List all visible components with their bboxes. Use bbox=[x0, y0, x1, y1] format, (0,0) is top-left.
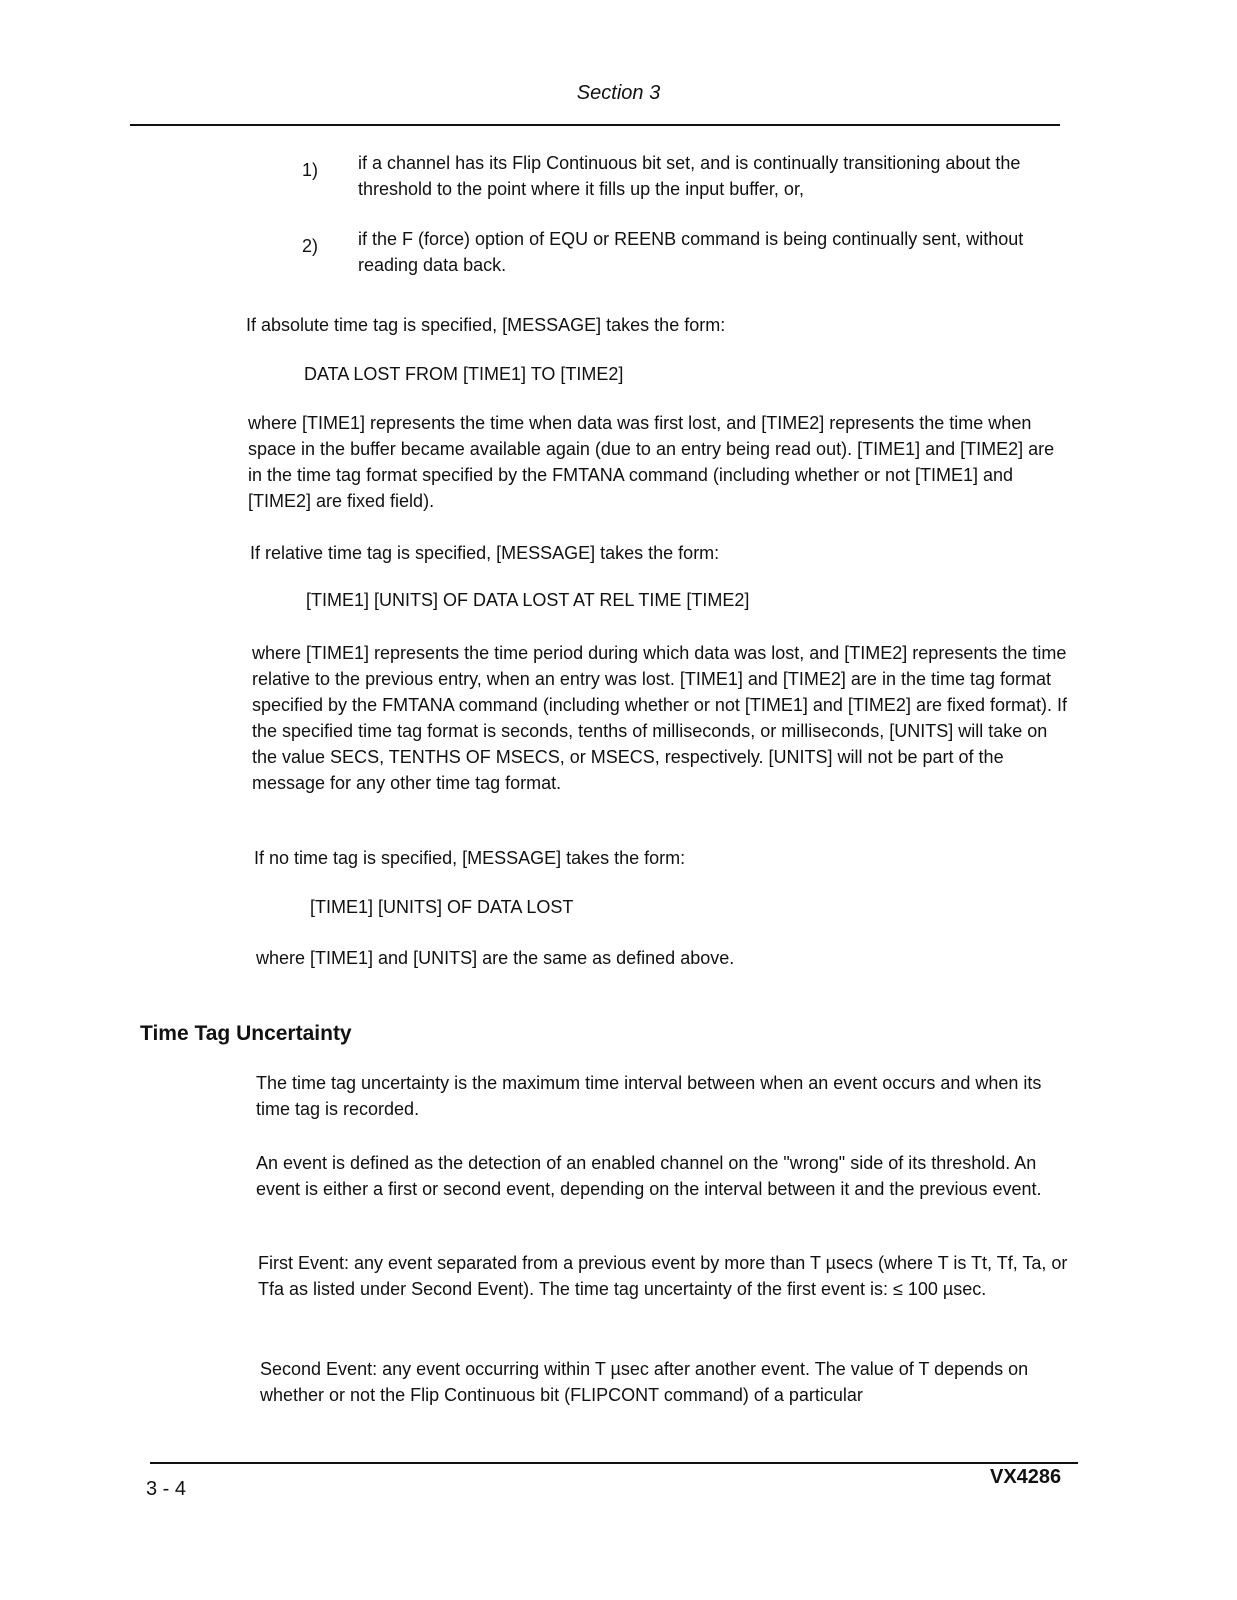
absolute-intro: If absolute time tag is specified, [MESSAGE] takes the form: bbox=[246, 315, 726, 335]
second-event-paragraph: Second Event: any event occurring within T µsec after another event. The value of T depends on whether or not the Flip Continuous bit (FLIPCONT command) of a particular bbox=[260, 1359, 1029, 1405]
footer-rule bbox=[150, 1462, 1078, 1464]
uncertainty-paragraph-2: An event is defined as the detection of an enabled channel on the "wrong" side of its threshold. An event is either a first or second event, depending on the interval between it and the previous event. bbox=[256, 1153, 1042, 1199]
section-header: Section 3 bbox=[576, 82, 661, 104]
absolute-form: DATA LOST FROM [TIME1] TO [TIME2] bbox=[304, 364, 624, 384]
none-description: where [TIME1] and [UNITS] are the same as defined above. bbox=[256, 948, 735, 968]
list-item-text: if a channel has its Flip Continuous bit set, and is continually transitioning about the threshold to the point where it fills up the input buffer, or, bbox=[358, 153, 1021, 199]
list-item-text: if the F (force) option of EQU or REENB command is being continually sent, without reading data back. bbox=[358, 229, 1024, 275]
uncertainty-paragraph-1: The time tag uncertainty is the maximum time interval between when an event occurs and when its time tag is recorded. bbox=[256, 1073, 1042, 1119]
model-number: VX4286 bbox=[990, 1466, 1062, 1488]
none-form: [TIME1] [UNITS] OF DATA LOST bbox=[310, 897, 574, 917]
relative-form: [TIME1] [UNITS] OF DATA LOST AT REL TIME [TIME2] bbox=[306, 590, 750, 610]
relative-description: where [TIME1] represents the time period during which data was lost, and [TIME2] represents the time relative to the previous entry, when an entry was lost. [TIME1] and [TIME2] are in the time tag format specified by the FMTANA command (including whether or not [TIME1] and [TIME2] are fixed format). If the specified time tag format is seconds, tenths of milliseconds, or milliseconds, [UNITS] will take on the value SECS, TENTHS OF MSECS, or MSECS, respectively. [UNITS] will not be part of the message for any other time tag format. bbox=[252, 643, 1067, 793]
page-number: 3 - 4 bbox=[146, 1478, 187, 1500]
none-intro: If no time tag is specified, [MESSAGE] takes the form: bbox=[254, 848, 686, 868]
relative-intro: If relative time tag is specified, [MESSAGE] takes the form: bbox=[250, 543, 720, 563]
absolute-description: where [TIME1] represents the time when data was first lost, and [TIME2] represents the time when space in the buffer became available again (due to an entry being read out). [TIME1] and [TIME2] are in the time tag format specified by the FMTANA command (including whether or not [TIME1] and [TIME2] are fixed field). bbox=[248, 413, 1055, 511]
list-number: 2) bbox=[302, 236, 319, 256]
section-heading: Time Tag Uncertainty bbox=[140, 1022, 352, 1045]
first-event-paragraph: First Event: any event separated from a previous event by more than T µsecs (where T is Tt, Tf, Ta, or Tfa as listed under Second Event). The time tag uncertainty of the first event is: ≤ 100 µsec. bbox=[258, 1253, 1068, 1299]
header-rule bbox=[130, 124, 1060, 126]
list-number: 1) bbox=[302, 160, 319, 180]
